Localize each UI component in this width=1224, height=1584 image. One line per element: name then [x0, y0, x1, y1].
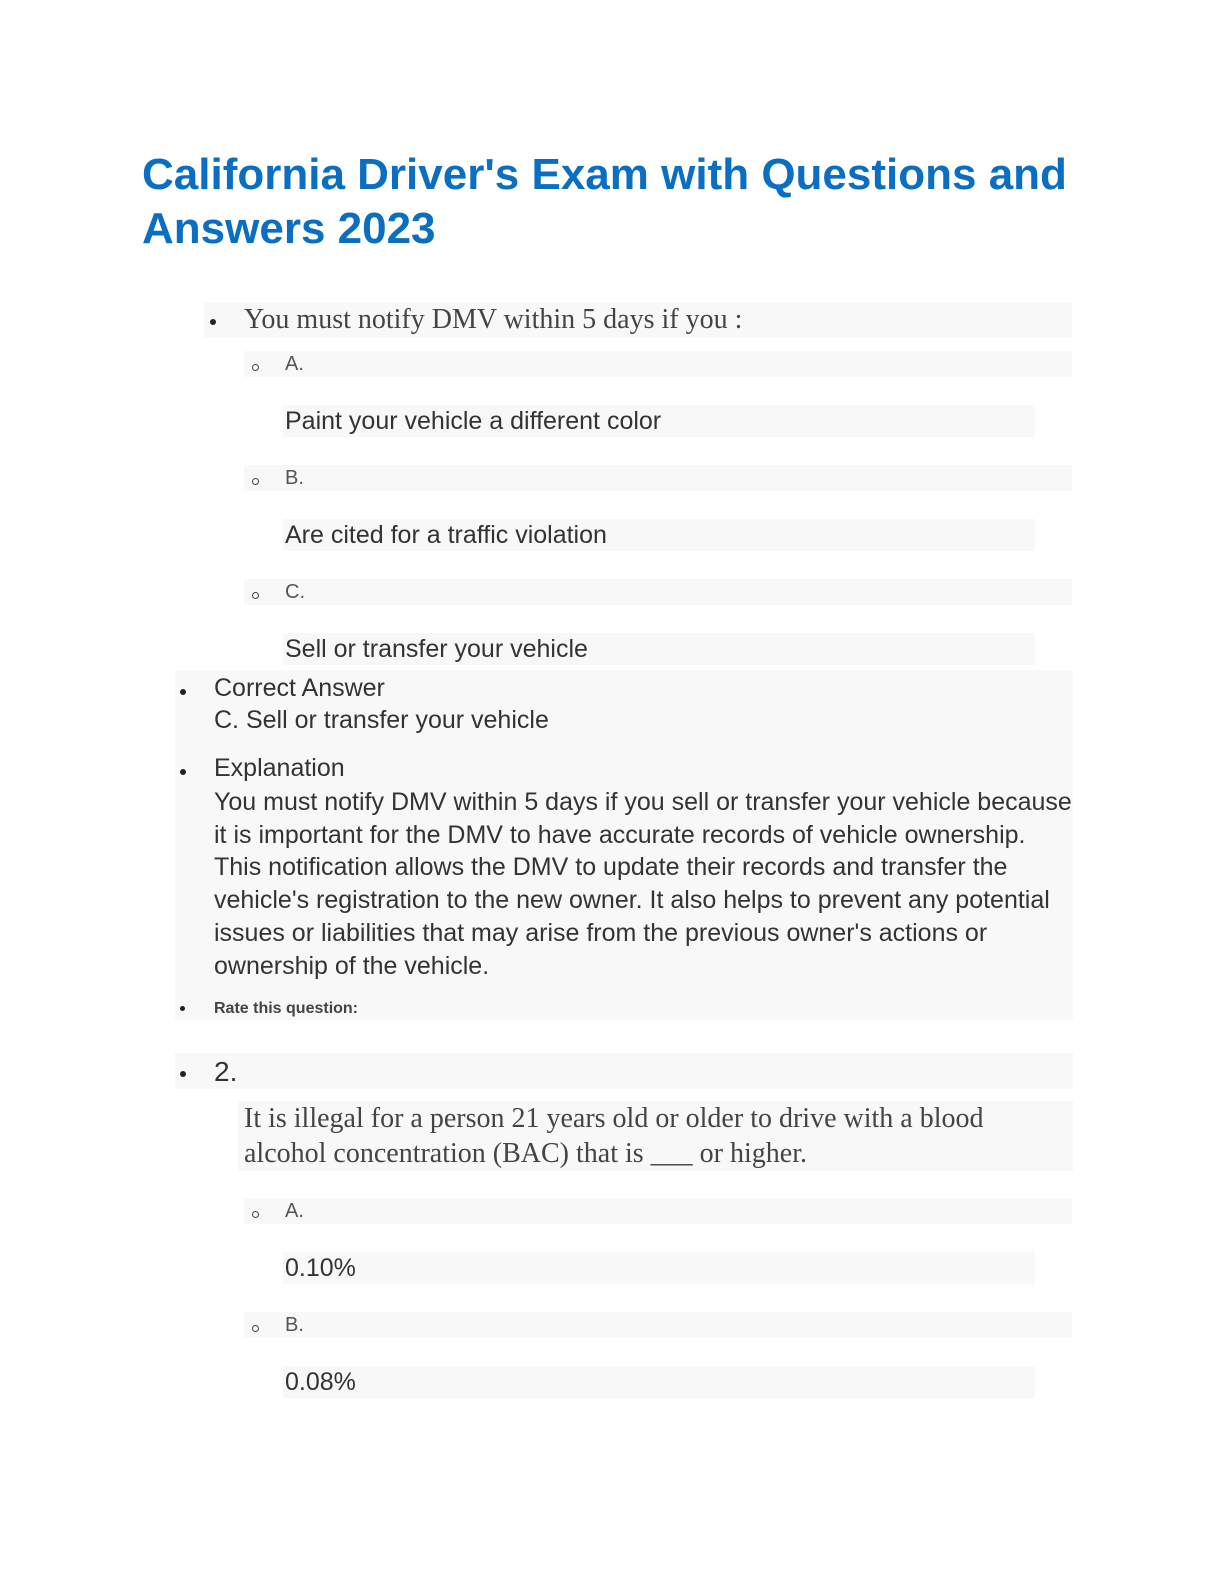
- hollow-bullet-icon: [252, 592, 259, 599]
- correct-answer-value: C. Sell or transfer your vehicle: [214, 706, 549, 734]
- explanation-label: Explanation: [214, 754, 345, 782]
- option-b-text: Are cited for a traffic violation: [285, 521, 607, 549]
- q2-option-a-text: 0.10%: [285, 1254, 356, 1282]
- hollow-bullet-icon: [252, 1325, 259, 1332]
- question-2-number: 2.: [214, 1056, 238, 1087]
- explanation-text: You must notify DMV within 5 days if you sell or transfer your vehicle because it is important for the DMV to have accurate records of vehicle ownership. This notification allows the DMV to update their records and transfer the vehicle's registration to the new owner. It also helps to prevent any potential issues or liabilities that may arise from the previous owner's actions or ownership of the vehicle.: [214, 788, 1072, 980]
- option-c-row: [244, 579, 1072, 605]
- bullet-icon: [180, 1071, 186, 1077]
- hollow-bullet-icon: [252, 478, 259, 485]
- option-a-letter: A.: [285, 353, 304, 375]
- option-b-row: [244, 465, 1072, 491]
- question-1-text: You must notify DMV within 5 days if you :: [244, 304, 743, 335]
- correct-answer-label: Correct Answer: [214, 674, 385, 702]
- q2-option-b-letter: B.: [285, 1314, 304, 1336]
- bullet-icon: [210, 319, 216, 325]
- hollow-bullet-icon: [252, 364, 259, 371]
- rate-question-label: Rate this question:: [214, 1000, 359, 1017]
- q2-option-a-letter: A.: [285, 1200, 304, 1222]
- option-c-text: Sell or transfer your vehicle: [285, 635, 588, 663]
- hollow-bullet-icon: [252, 1211, 259, 1218]
- bullet-icon: [180, 1006, 185, 1011]
- option-a-row: [244, 351, 1072, 377]
- option-a-text: Paint your vehicle a different color: [285, 407, 662, 435]
- option-a-answer-row: [283, 405, 1035, 437]
- option-c-letter: C.: [285, 581, 305, 603]
- q2-option-b-text: 0.08%: [285, 1368, 356, 1396]
- q2-option-b-answer-row: [283, 1366, 1035, 1398]
- q2-option-b-row: [244, 1312, 1072, 1338]
- bullet-icon: [180, 769, 186, 775]
- question-1-row: [204, 302, 1072, 338]
- document-title: California Driver's Exam with Questions and Answers 2023: [142, 150, 1067, 253]
- option-c-answer-row: [283, 633, 1035, 665]
- option-b-letter: B.: [285, 467, 304, 489]
- q2-option-a-answer-row: [283, 1252, 1035, 1284]
- question-2-number-row: [175, 1053, 1073, 1089]
- question-2-text-row: [238, 1101, 1073, 1171]
- q2-option-a-row: [244, 1198, 1072, 1224]
- option-b-answer-row: [283, 519, 1035, 551]
- question-2-text: It is illegal for a person 21 years old or older to drive with a blood alcohol concentration (BAC) that is ___ or higher.: [244, 1103, 984, 1169]
- bullet-icon: [180, 689, 186, 695]
